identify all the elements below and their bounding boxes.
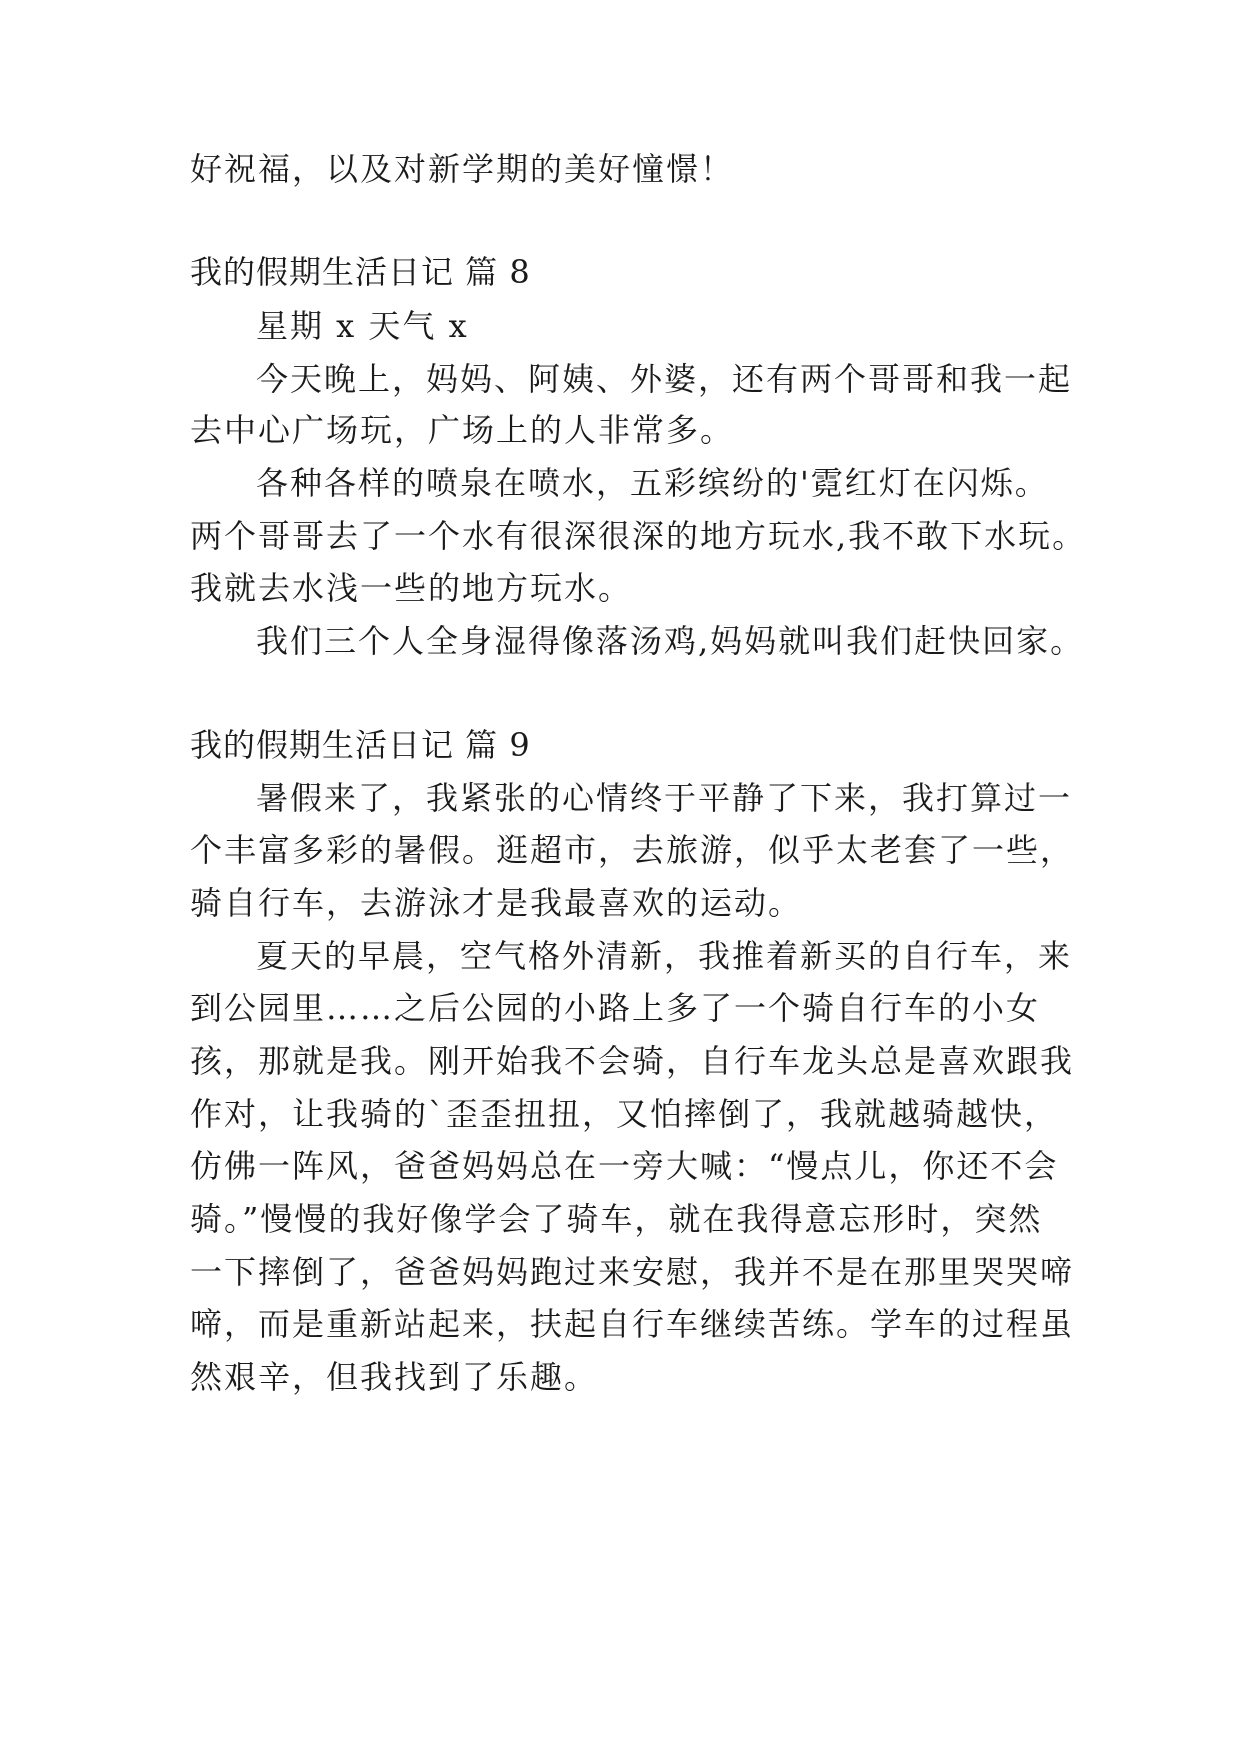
diary-date-weather: 星期 x 天气 x (256, 307, 469, 345)
continuation-line: 好祝福，以及对新学期的美好憧憬！ (190, 150, 735, 188)
paragraph-line: 骑。”慢慢的我好像学会了骑车，就在我得意忘形时，突然 (190, 1200, 1043, 1238)
paragraph-line: 各种各样的喷泉在喷水，五彩缤纷的'霓红灯在闪烁。 (256, 464, 1049, 502)
paragraph-line: 两个哥哥去了一个水有很深很深的地方玩水,我不敢下水玩。 (190, 517, 1087, 555)
paragraph-line: 暑假来了，我紧张的心情终于平静了下来，我打算过一 (256, 779, 1073, 817)
paragraph-line: 我就去水浅一些的地方玩水。 (190, 569, 633, 607)
paragraph-line: 我们三个人全身湿得像落汤鸡,妈妈就叫我们赶快回家。 (256, 622, 1085, 660)
paragraph-line: 骑自行车，去游泳才是我最喜欢的运动。 (190, 884, 803, 922)
paragraph-line: 个丰富多彩的暑假。逛超市，去旅游，似乎太老套了一些， (190, 831, 1075, 869)
paragraph-line: 去中心广场玩，广场上的人非常多。 (190, 411, 735, 449)
paragraph-line: 作对，让我骑的`歪歪扭扭，又怕摔倒了，我就越骑越快， (190, 1095, 1059, 1133)
paragraph-line: 孩，那就是我。刚开始我不会骑，自行车龙头总是喜欢跟我 (190, 1042, 1075, 1080)
paragraph-line: 夏天的早晨，空气格外清新，我推着新买的自行车，来 (256, 937, 1073, 975)
section-heading-8: 我的假期生活日记 篇 8 (190, 253, 531, 291)
paragraph-line: 一下摔倒了，爸爸妈妈跑过来安慰，我并不是在那里哭哭啼 (190, 1253, 1075, 1291)
paragraph-line: 啼，而是重新站起来，扶起自行车继续苦练。学车的过程虽 (190, 1305, 1075, 1343)
section-heading-9: 我的假期生活日记 篇 9 (190, 726, 531, 764)
paragraph-line: 仿佛一阵风，爸爸妈妈总在一旁大喊：“慢点儿，你还不会 (190, 1147, 1059, 1185)
paragraph-line: 到公园里……之后公园的小路上多了一个骑自行车的小女 (190, 989, 1041, 1027)
paragraph-line: 然艰辛，但我找到了乐趣。 (190, 1358, 599, 1396)
paragraph-line: 今天晚上，妈妈、阿姨、外婆，还有两个哥哥和我一起 (256, 360, 1073, 398)
